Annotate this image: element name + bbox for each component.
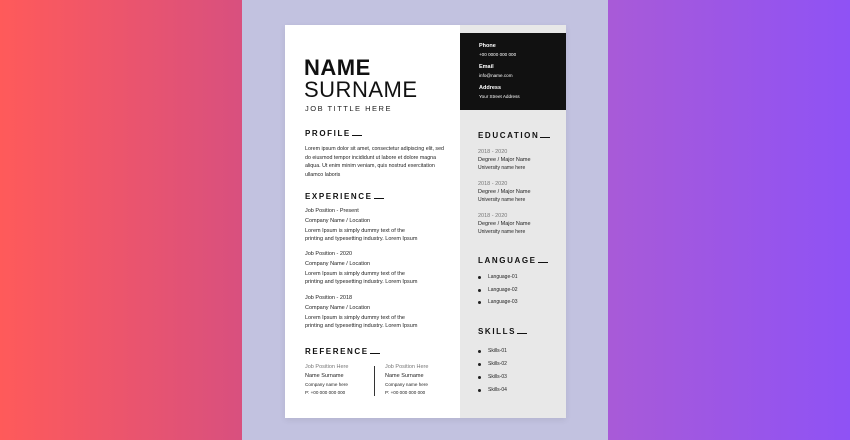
bullet-dot	[478, 376, 481, 379]
exp-3-desc-line2: printing and typesetting industry. Lorem Ipsum	[305, 323, 418, 329]
ref-2-name: Name Surname	[385, 373, 424, 379]
ref-1-position: Job Position Here	[305, 364, 349, 370]
email-value: info@name.com	[479, 73, 513, 78]
resume-side-column	[460, 25, 566, 418]
edu-2-degree: Degree / Major Name	[478, 189, 531, 195]
exp-2-desc-line2: printing and typesetting industry. Lorem Ipsum	[305, 279, 418, 285]
edu-2-school: University name here	[478, 197, 526, 203]
edu-3-years: 2018 - 2020	[478, 213, 508, 219]
edu-1-school: University name here	[478, 165, 526, 171]
heading-rule	[370, 353, 380, 354]
ref-1-company: Company name here	[305, 382, 348, 387]
skill-item: Skills-02	[488, 361, 507, 367]
education-heading	[478, 131, 550, 140]
exp-2-company: Company Name / Location	[305, 261, 371, 267]
edu-3-degree: Degree / Major Name	[478, 221, 531, 227]
language-item: Language-03	[488, 299, 518, 305]
reference-heading-text: REFERENCE	[305, 347, 369, 356]
contact-box	[460, 33, 566, 110]
exp-2-desc-line1: Lorem Ipsum is simply dummy text of the	[305, 271, 405, 277]
bullet-dot	[478, 363, 481, 366]
bullet-dot	[478, 350, 481, 353]
ref-1-name: Name Surname	[305, 373, 344, 379]
reference-heading	[305, 347, 380, 356]
experience-heading-text: EXPERIENCE	[305, 192, 373, 201]
heading-rule	[374, 198, 384, 199]
experience-heading	[305, 192, 384, 201]
profile-heading	[305, 129, 362, 138]
resume-page	[285, 25, 566, 418]
job-title: JOB TITTLE HERE	[305, 104, 392, 113]
heading-rule	[538, 262, 548, 263]
email-label: Email	[479, 64, 494, 70]
reference-divider	[374, 366, 375, 396]
exp-1-position: Job Position - Present	[305, 208, 359, 214]
skills-heading	[478, 327, 527, 336]
bullet-dot	[478, 289, 481, 292]
resume-main-column	[285, 25, 460, 418]
language-item: Language-01	[488, 274, 518, 280]
ref-1-phone: P: +00 000 000 000	[305, 390, 346, 395]
language-heading-text: LANGUAGE	[478, 256, 537, 265]
exp-2-position: Job Position - 2020	[305, 251, 353, 257]
skill-item: Skills-04	[488, 387, 507, 393]
profile-heading-text: PROFILE	[305, 129, 351, 138]
exp-1-company: Company Name / Location	[305, 218, 371, 224]
heading-rule	[540, 137, 550, 138]
ref-2-phone: P: +00 000 000 000	[385, 390, 426, 395]
skill-item: Skills-01	[488, 348, 507, 354]
skill-item: Skills-03	[488, 374, 507, 380]
ref-2-company: Company name here	[385, 382, 428, 387]
profile-text: Lorem ipsum dolor sit amet, consectetur adipiscing elit, sed do eiusmod tempor incididunt ut labore et dolore magna aliqua. Ut enim minim veniam, quis nostrud exercitation ullamco laboris	[305, 146, 444, 178]
edu-2-years: 2018 - 2020	[478, 181, 508, 187]
heading-rule	[517, 333, 527, 334]
bullet-dot	[478, 389, 481, 392]
first-name: NAME	[304, 55, 371, 80]
address-label: Address	[479, 85, 502, 91]
last-name: SURNAME	[304, 77, 418, 102]
exp-3-desc-line1: Lorem Ipsum is simply dummy text of the	[305, 315, 405, 321]
language-heading	[478, 256, 548, 265]
education-heading-text: EDUCATION	[478, 131, 540, 140]
ref-2-position: Job Position Here	[385, 364, 429, 370]
language-item: Language-02	[488, 287, 518, 293]
phone-label: Phone	[479, 43, 496, 49]
bullet-dot	[478, 276, 481, 279]
exp-1-desc-line2: printing and typesetting industry. Lorem Ipsum	[305, 236, 418, 242]
skills-heading-text: SKILLS	[478, 327, 517, 336]
exp-3-position: Job Position - 2018	[305, 295, 353, 301]
exp-1-desc-line1: Lorem Ipsum is simply dummy text of the	[305, 228, 405, 234]
exp-3-company: Company Name / Location	[305, 305, 371, 311]
phone-value: +00 0000 000 000	[479, 52, 517, 57]
edu-1-years: 2018 - 2020	[478, 149, 508, 155]
address-value: Your Street Address	[479, 94, 520, 99]
edu-1-degree: Degree / Major Name	[478, 157, 531, 163]
heading-rule	[352, 135, 362, 136]
bullet-dot	[478, 301, 481, 304]
edu-3-school: University name here	[478, 229, 526, 235]
